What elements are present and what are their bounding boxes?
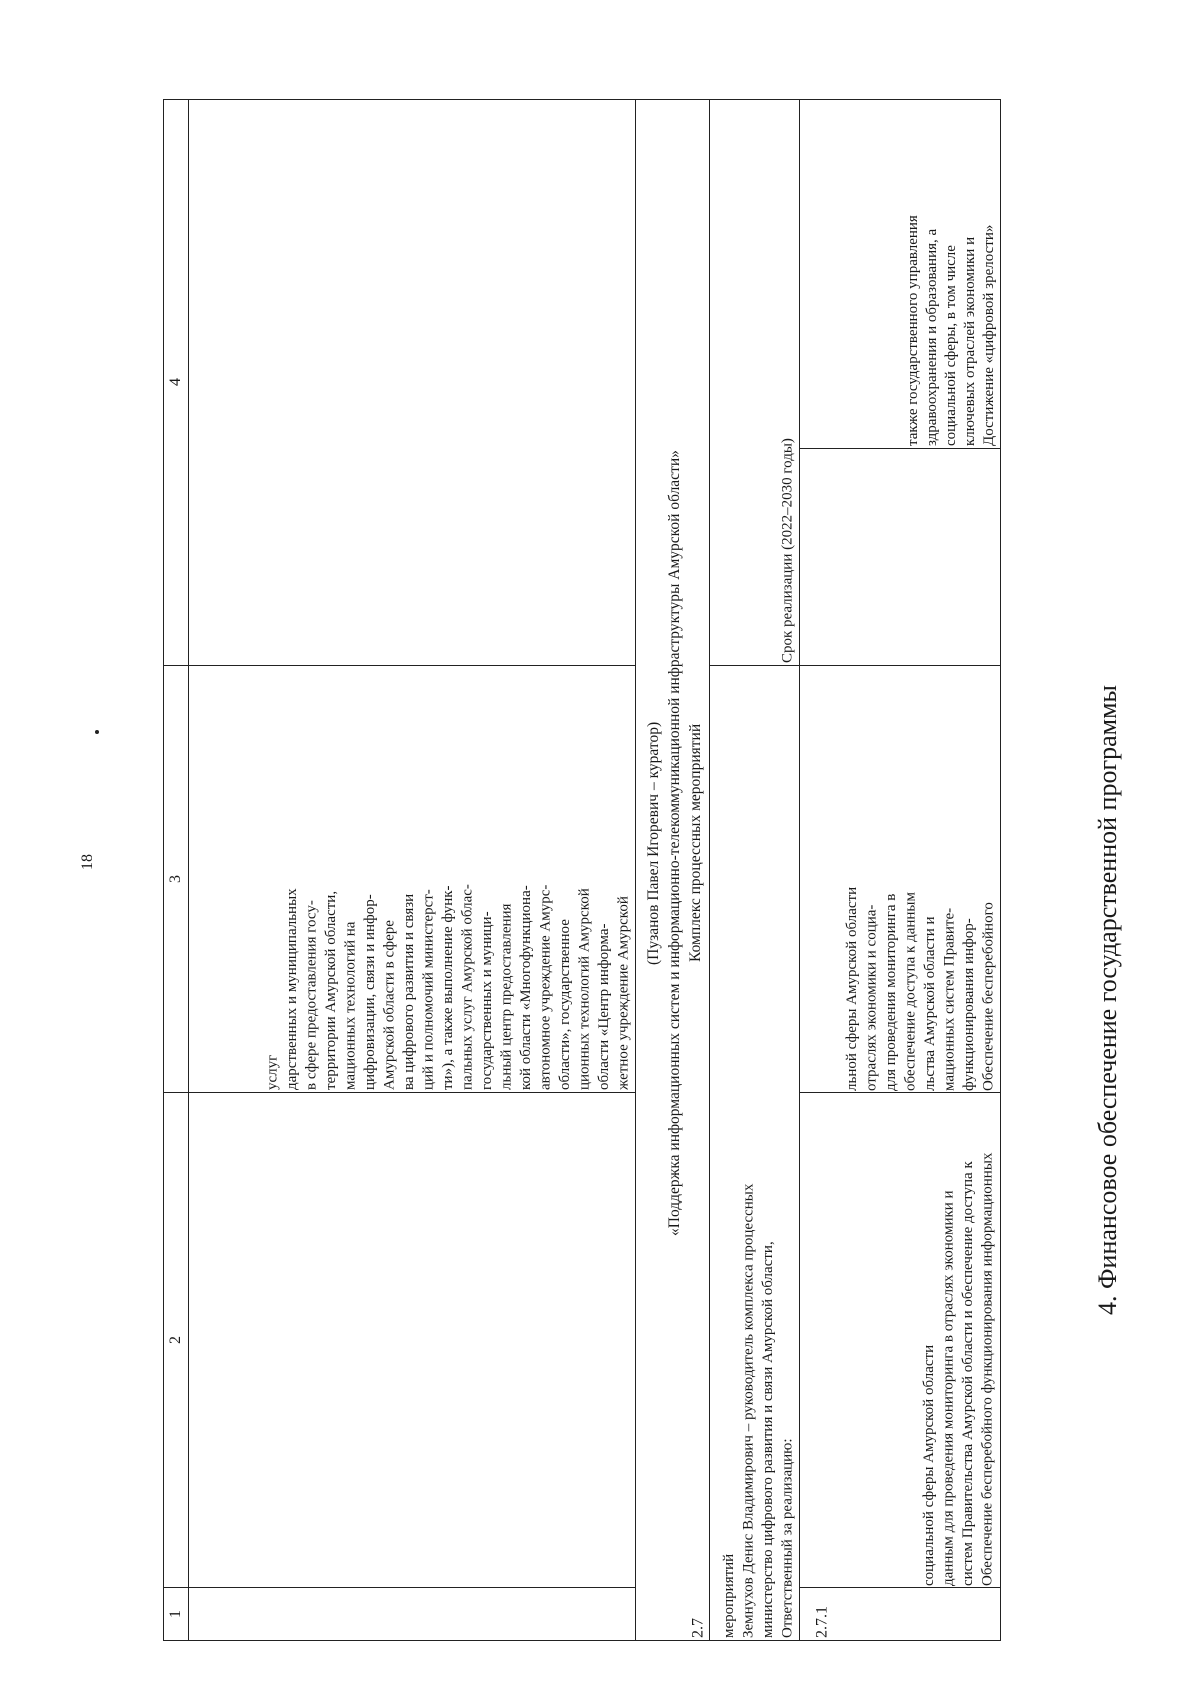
task-number: 2.7.1 <box>813 1606 831 1638</box>
continuation-col3-text: жетное учреждение Амурской области «Центр информа- ционных технологий Амурской области», государственное автономное учреждение Амурс- кой области «Многофункциона- льный центр предоставления государственных и муници- пальных услуг Амурской облас- ти»), а также выполнение функ- ций и полномочий министерст- ва цифрового развития и связи Амурской области в сфере цифровизации, связи и инфор- мационных технологий на территории Амурской области, в сфере предоставления госу- дарственных и муниципальных услуг <box>264 884 632 1090</box>
complex-number: 2.7 <box>689 1618 707 1638</box>
task-col3-text: Обеспечение бесперебойного функционирования инфор- мационных систем Правите- льства Амурской области и обеспечение доступа к данным для проведения мониторинга в отраслях экономики и социа- льной сферы Амурской области <box>844 886 997 1091</box>
implementation-period: Срок реализации (2022–2030 годы) <box>779 438 796 663</box>
header-col4: 4 <box>167 378 184 387</box>
complex-title: Комплекс процессных мероприятий «Поддержка информационных систем и информационно-телекоммуникационной инфраструктуры Амурской области» (Пузанов Павел Игоревич – куратор) <box>645 450 704 1236</box>
responsible-text: Ответственный за реализацию: министерство цифрового развития и связи Амурской области, Земнухов Денис Владимирович – руководитель комплекса процессных мероприятий <box>721 1183 796 1638</box>
header-col3: 3 <box>167 875 184 883</box>
task-col2-text: Обеспечение бесперебойного функционирования информационных систем Правительства Амурской области и обеспечение доступа к данным для проведения мониторинга в отраслях экономики и социальной сферы Амурской области <box>921 1152 996 1586</box>
header-col1: 1 <box>167 1610 184 1618</box>
stray-mark <box>95 730 99 734</box>
task-col4-text: Достижение «цифровой зрелости» ключевых отраслей экономики и социальной сферы, в том числе здравоохранения и образования, а также государственного управления <box>905 215 997 446</box>
section-heading: 4. Финансовое обеспечение государственной программы <box>1093 684 1122 1316</box>
header-col2: 2 <box>167 1336 184 1344</box>
page-number: 18 <box>79 854 96 870</box>
